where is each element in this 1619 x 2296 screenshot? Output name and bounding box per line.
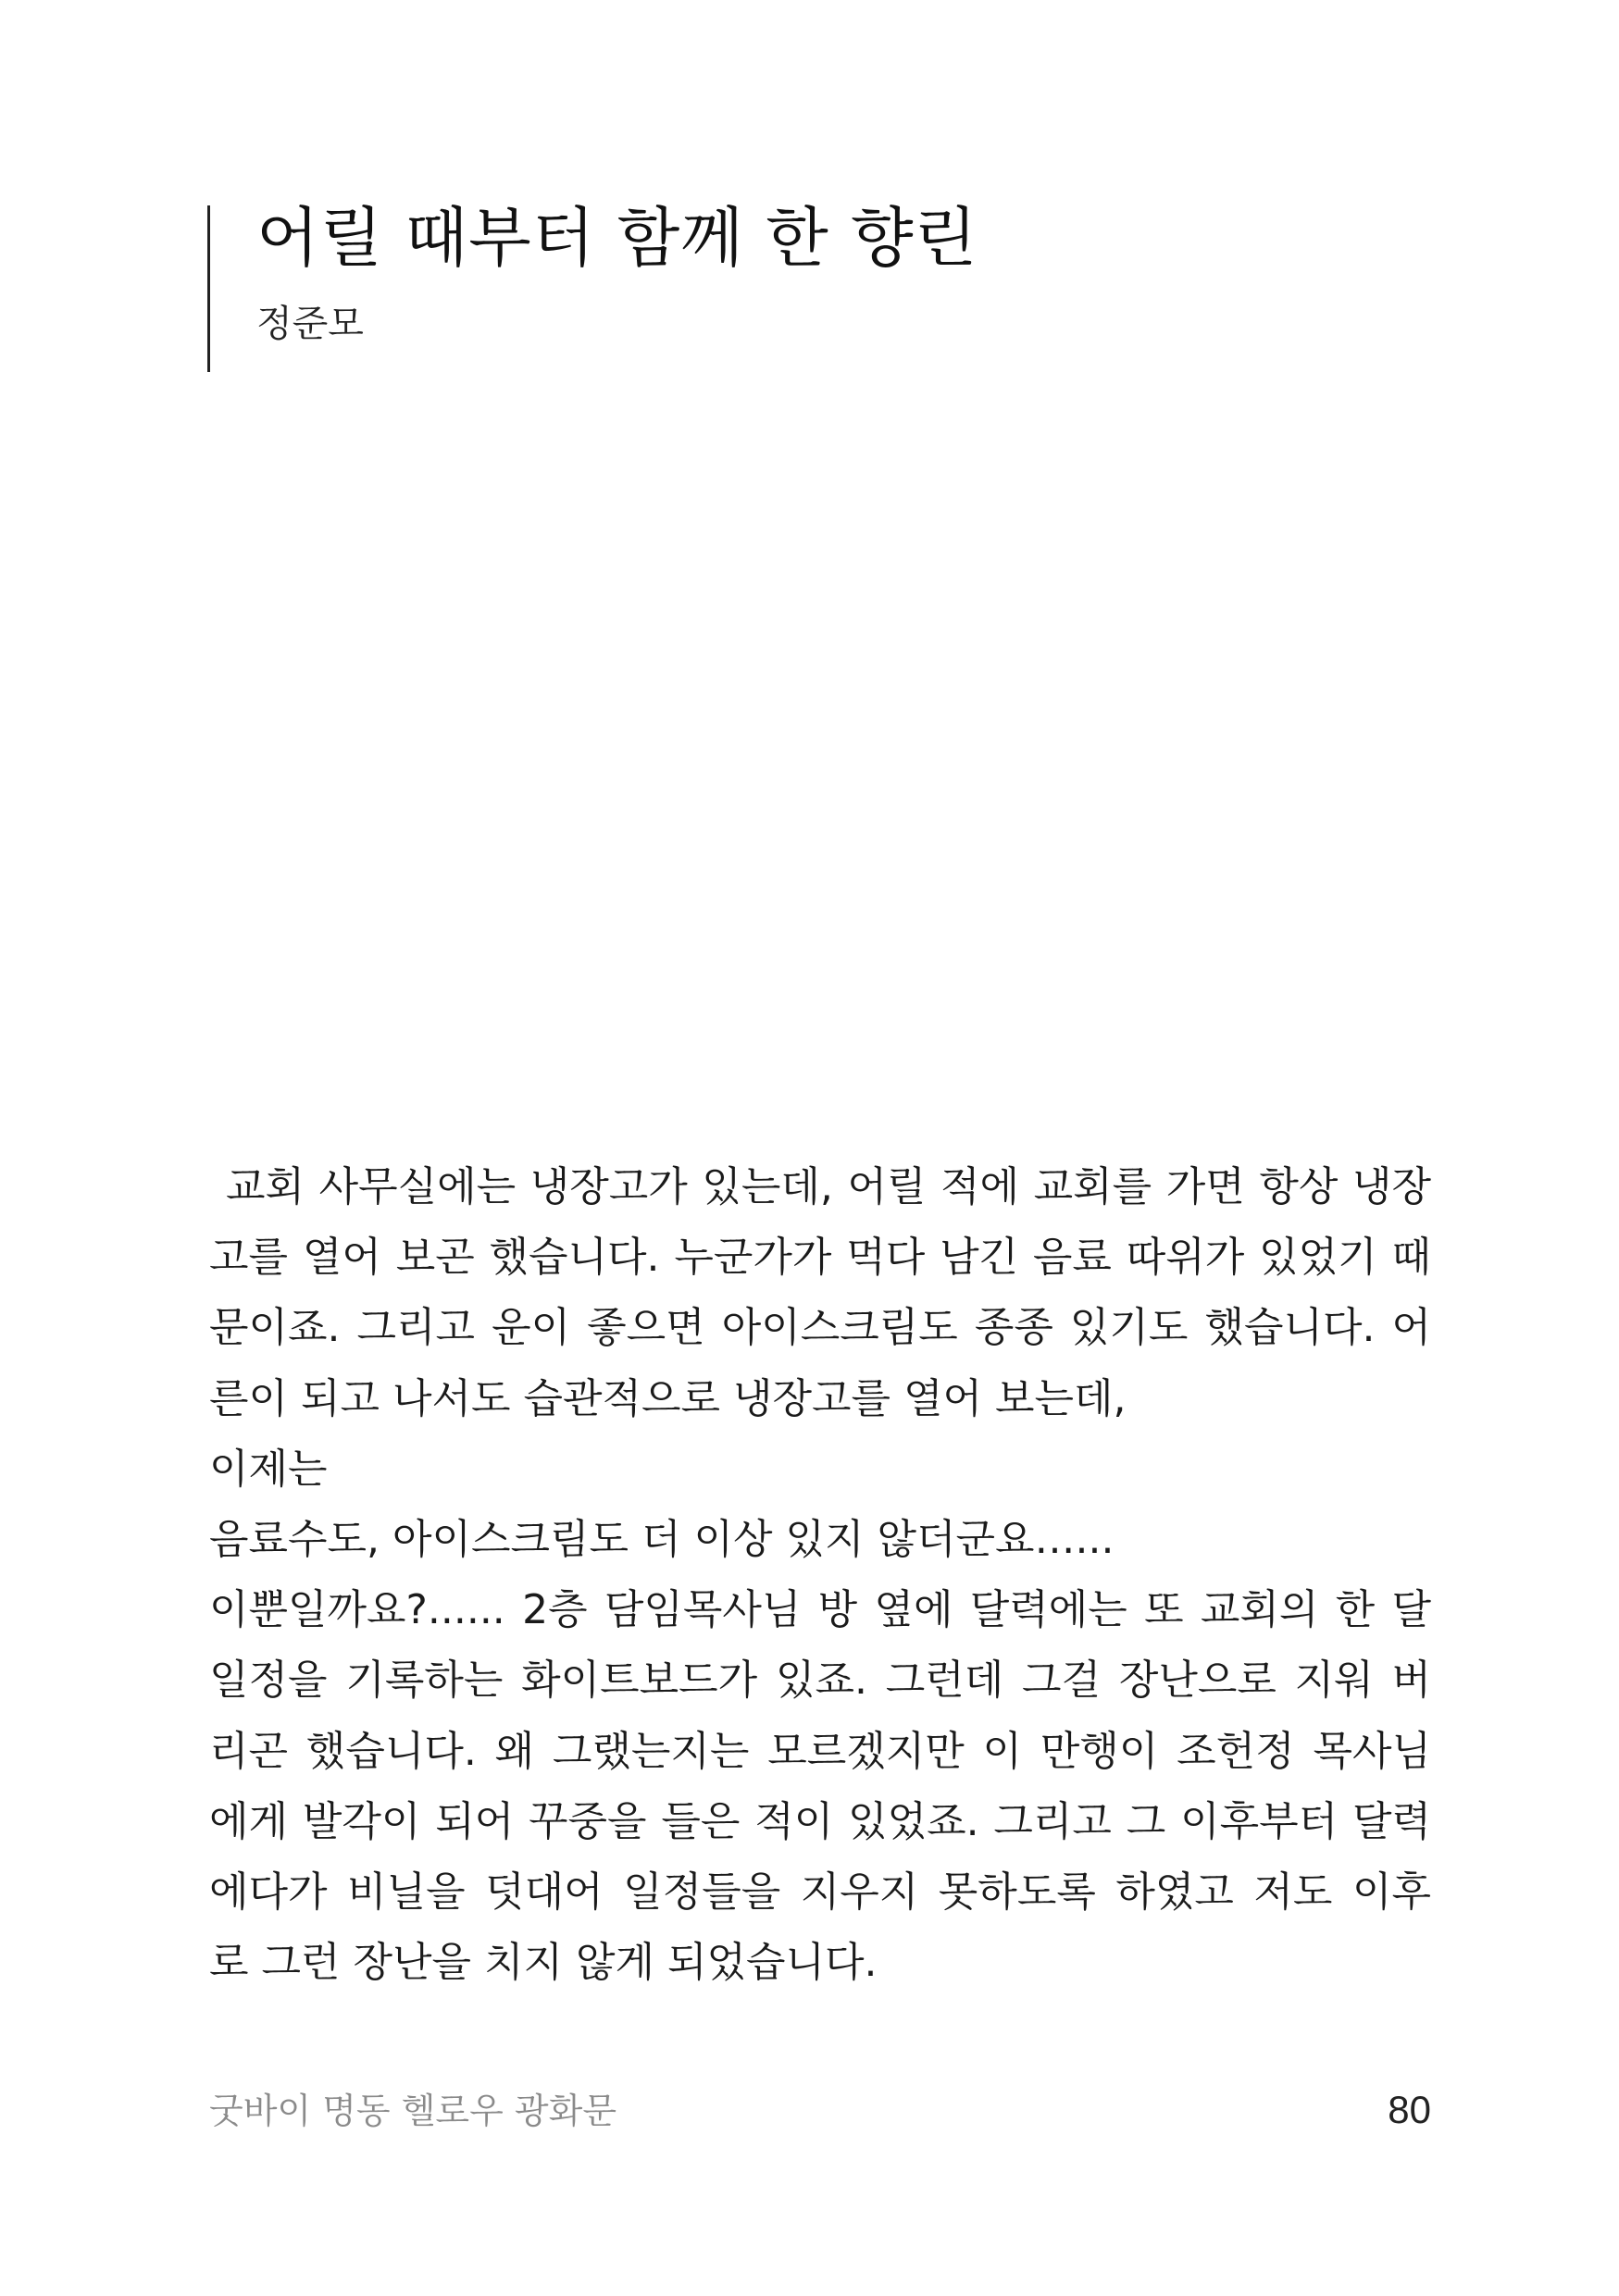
body-line: 음료수도, 아이스크림도 더 이상 있지 않더군요…... — [209, 1515, 1115, 1563]
body-line: 문이죠. 그리고 운이 좋으면 아이스크림도 종종 있기도 했습니다. 어 — [209, 1304, 1431, 1352]
article-title: 어릴 때부터 함께 한 향린 — [256, 200, 978, 276]
page-footer — [209, 2082, 1431, 2133]
body-line: 에다가 비닐을 덧대어 일정들을 지우지 못하도록 하였고 저도 이후 — [209, 1868, 1431, 1916]
article-author: 정준모 — [256, 303, 364, 345]
body-line: 교회 사무실에는 냉장고가 있는데, 어릴 적에 교회를 가면 항상 냉장 — [226, 1163, 1431, 1210]
body-line: 고를 열어 보곤 했습니다. 누군가가 먹다 남긴 음료 따위가 있었기 때 — [209, 1234, 1431, 1282]
page-number: 80 — [1388, 2088, 1431, 2131]
body-line: 로 그런 장난을 치지 않게 되었습니다. — [209, 1939, 878, 1987]
body-line: 른이 되고 나서도 습관적으로 냉장고를 열어 보는데, — [209, 1374, 1127, 1422]
body-line: 리곤 했습니다. 왜 그랬는지는 모르겠지만 이 만행이 조헌정 목사님 — [209, 1727, 1431, 1775]
body-text — [209, 1152, 1431, 1998]
title-block — [207, 200, 978, 372]
body-line: 일정을 기록하는 화이트보드가 있죠. 그런데 그걸 장난으로 지워 버 — [209, 1657, 1431, 1705]
body-line: 이제는 — [209, 1445, 328, 1493]
book-title: 굿바이 명동 헬로우 광화문 — [209, 2091, 617, 2131]
body-line: 에게 발각이 되어 꾸중을 들은 적이 있었죠. 그리고 그 이후부터 달력 — [209, 1797, 1431, 1845]
body-line: 이뿐일까요?...... 2층 담임목사님 방 옆에 달력에는 또 교회의 한 달 — [209, 1586, 1431, 1634]
